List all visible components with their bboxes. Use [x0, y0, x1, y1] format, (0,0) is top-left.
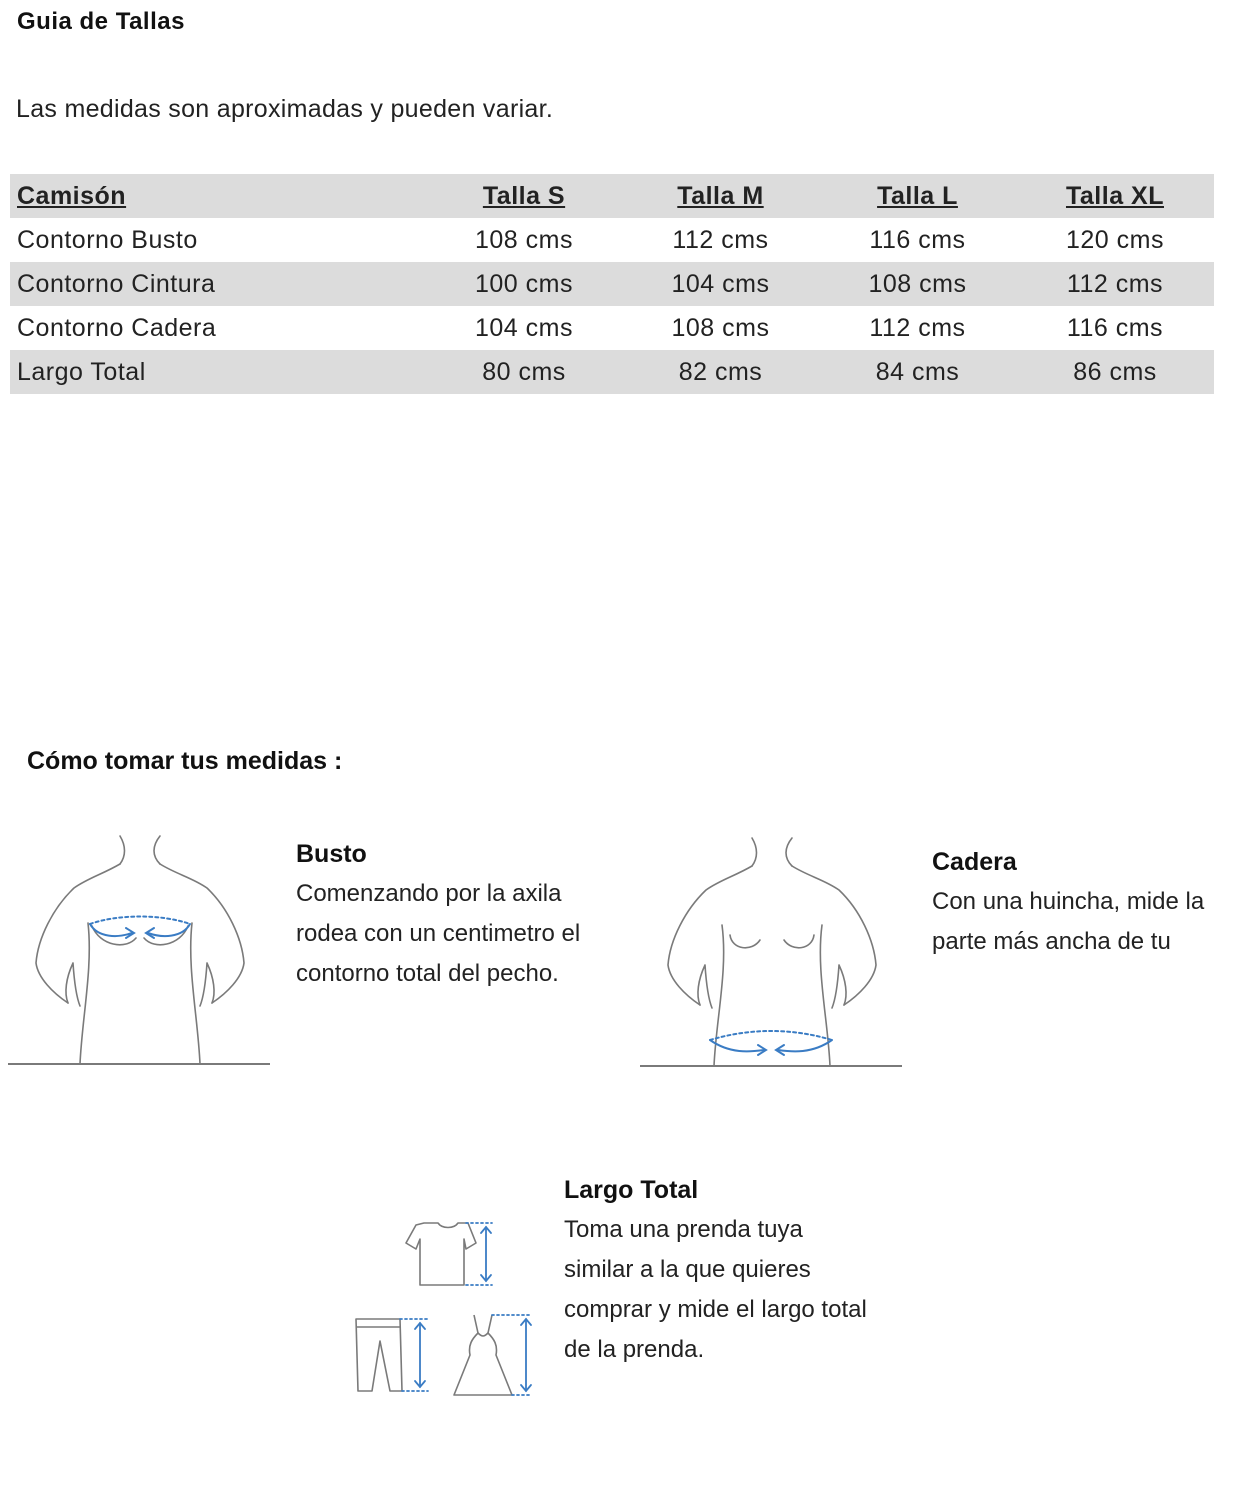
row-label: Contorno Cadera [17, 313, 217, 342]
table-cell: 80 cms [426, 350, 622, 394]
table-cell: 84 cms [819, 350, 1016, 394]
row-label: Contorno Busto [17, 225, 198, 254]
length-text-line: similar a la que quieres [564, 1256, 811, 1283]
column-header: Camisón [10, 174, 426, 218]
hip-text-line: parte más ancha de tu [932, 928, 1171, 955]
row-label: Largo Total [10, 350, 426, 394]
hip-measure-icon [640, 830, 902, 1075]
table-header-row [10, 174, 1214, 218]
table-cell: 108 cms [475, 225, 573, 254]
bust-description [296, 834, 580, 994]
column-header: Talla L [819, 174, 1016, 218]
hip-text-line: Con una huincha, mide la [932, 888, 1205, 915]
section-title: Cómo tomar tus medidas : [27, 747, 343, 775]
page-title: Guia de Tallas [17, 8, 185, 35]
table-cell: 108 cms [819, 262, 1016, 306]
bust-measure-icon [8, 828, 270, 1073]
table-cell: 82 cms [622, 350, 819, 394]
table-row [10, 218, 1214, 262]
column-header: Talla XL [1016, 174, 1214, 218]
table-row [10, 306, 1214, 350]
column-header: Talla M [622, 174, 819, 218]
table-row [10, 350, 1214, 394]
hip-description [932, 842, 1204, 962]
table-cell: 116 cms [1066, 313, 1164, 342]
table-cell: 120 cms [1066, 225, 1164, 254]
table-cell: 104 cms [622, 262, 819, 306]
column-header: Talla S [426, 174, 622, 218]
table-row [10, 262, 1214, 306]
table-cell: 86 cms [1016, 350, 1214, 394]
table-cell: 100 cms [426, 262, 622, 306]
length-description [564, 1170, 867, 1370]
length-title: Largo Total [564, 1176, 699, 1204]
length-text-line: comprar y mide el largo total [564, 1296, 867, 1323]
size-table [10, 174, 1214, 394]
table-cell: 116 cms [869, 225, 966, 254]
garment-length-icon [350, 1215, 540, 1405]
bust-text-line: contorno total del pecho. [296, 960, 559, 987]
table-cell: 112 cms [672, 225, 769, 254]
table-cell: 104 cms [475, 313, 573, 342]
bust-text-line: rodea con un centimetro el [296, 920, 581, 947]
length-text-line: Toma una prenda tuya [564, 1216, 803, 1243]
hip-title: Cadera [932, 848, 1017, 876]
row-label: Contorno Cintura [10, 262, 426, 306]
bust-text-line: Comenzando por la axila [296, 880, 562, 907]
table-cell: 108 cms [671, 313, 770, 342]
bust-title: Busto [296, 840, 367, 868]
disclaimer-text: Las medidas son aproximadas y pueden variar. [16, 95, 554, 123]
table-cell: 112 cms [1016, 262, 1214, 306]
table-cell: 112 cms [869, 313, 966, 342]
length-text-line: de la prenda. [564, 1336, 705, 1363]
